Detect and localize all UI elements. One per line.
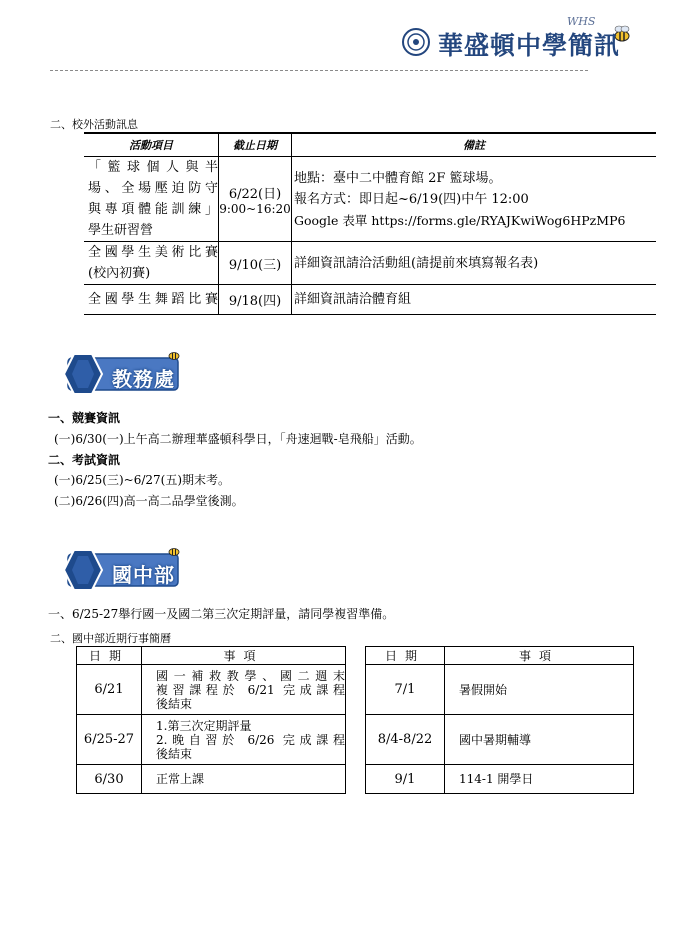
item-line: 「籃球個人與半 [88, 160, 218, 175]
note-line: 地點：臺中二中體育館 2F 籃球場。 [294, 170, 502, 186]
item-line: 全國學生舞蹈比賽 [88, 292, 218, 307]
academic-banner-label: 教務處 [112, 367, 175, 391]
header-title: 華盛頓中學簡訊 [438, 31, 621, 60]
academic-exam-item: (二)6/26(四)高一高二品學堂後測。 [54, 494, 244, 508]
junior-exam-notice: 一、6/25-27舉行國一及國二第三次定期評量，請同學複習準備。 [48, 607, 395, 621]
table-row [84, 157, 656, 242]
table-header-row [366, 647, 634, 665]
date-cell: 8/4-8/22 [366, 715, 445, 765]
item-line: 場、全場壓迫防守 [88, 181, 218, 196]
note-line: 詳細資訊請洽活動組(請提前來填寫報名表) [294, 255, 539, 271]
table-row [366, 765, 634, 794]
column-header-event: 事項 [445, 647, 634, 665]
date-cell: 6/21 [77, 665, 142, 715]
date-cell: 6/25-27 [77, 715, 142, 765]
junior-calendar-table-right [365, 646, 634, 794]
event-line: 2.晚自習於 6/26 完成課程 [156, 732, 345, 747]
event-line: 暑假開始 [459, 682, 508, 697]
column-header-event: 事項 [142, 647, 346, 665]
academic-competition-item: (一)6/30(一)上午高二辦理華盛頓科學日，「舟速迴戰-皂飛船」活動。 [54, 432, 422, 446]
header-whs-mark: WHS [567, 15, 596, 28]
item-line: (校內初賽) [88, 266, 151, 281]
table-header-row [77, 647, 346, 665]
junior-calendar-heading: 二、國中部近期行事簡曆 [50, 632, 171, 645]
academic-heading-competition: 一、競賽資訊 [48, 411, 121, 425]
event-line: 後結束 [156, 746, 193, 761]
column-header-date: 日期 [366, 647, 445, 665]
bee-icon [169, 549, 179, 556]
table-row [77, 665, 346, 715]
note-line: Google 表單 https://forms.gle/RYAJKwiWog6HPzMP6 [294, 212, 626, 228]
deadline-line: 9/18(四) [228, 294, 282, 309]
deadline-line: 9:00~16:20 [219, 201, 291, 216]
deadline-line: 6/22(日) [228, 186, 282, 202]
note-line: 報名方式：即日起~6/19(四)中午 12:00 [294, 191, 529, 207]
junior-calendar-table-left [76, 646, 346, 794]
event-line: 1.第三次定期評量 [156, 718, 252, 733]
event-line: 114-1 開學日 [459, 772, 534, 786]
header-divider [50, 70, 588, 71]
academic-exam-item: (一)6/25(三)~6/27(五)期末考。 [54, 473, 231, 487]
note-line: 詳細資訊請洽體育組 [294, 292, 412, 307]
junior-banner-label: 國中部 [112, 563, 175, 587]
date-cell: 6/30 [77, 765, 142, 794]
event-line: 國中暑期輔導 [459, 732, 532, 747]
outside-activities-heading: 二、校外活動訊息 [50, 118, 138, 131]
item-line: 全國學生美術比賽 [88, 245, 218, 260]
column-header-item: 活動項目 [84, 133, 219, 157]
column-header-date: 日期 [77, 647, 142, 665]
table-row [77, 765, 346, 794]
table-row [366, 715, 634, 765]
table-row [84, 242, 656, 285]
event-line: 國一補救教學、國二週末 [156, 668, 345, 683]
bee-icon [169, 353, 179, 360]
date-cell: 9/1 [366, 765, 445, 794]
table-header-row [84, 133, 656, 157]
table-row [366, 665, 634, 715]
academic-heading-exam: 二、考試資訊 [48, 453, 121, 467]
outside-activities-table [84, 132, 656, 315]
column-header-notes: 備註 [292, 133, 657, 157]
table-row [77, 715, 346, 765]
event-line: 複習課程於 6/21 完成課程 [156, 682, 345, 697]
item-line: 學生研習營 [88, 223, 154, 238]
deadline-line: 9/10(三) [228, 257, 282, 273]
item-line: 與專項體能訓練」 [88, 202, 218, 217]
table-row [84, 285, 656, 315]
event-line: 後結束 [156, 696, 193, 711]
date-cell: 7/1 [366, 665, 445, 715]
event-line: 正常上課 [156, 772, 205, 786]
column-header-deadline: 截止日期 [219, 133, 292, 157]
